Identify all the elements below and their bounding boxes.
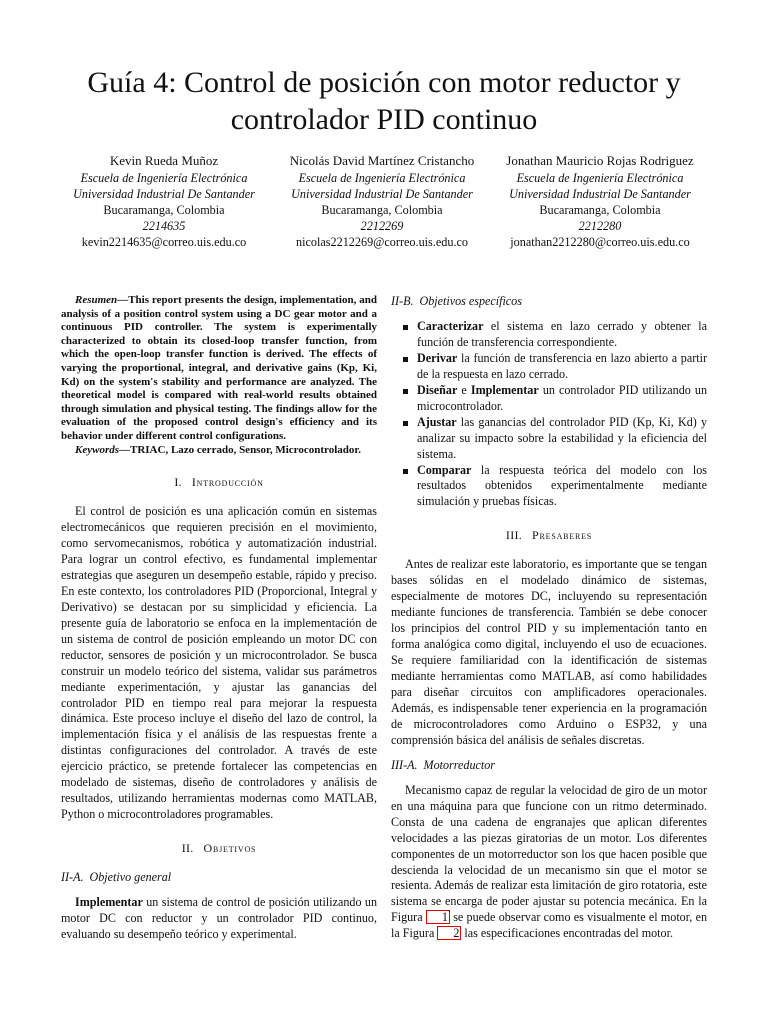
emphasis: Ajustar (417, 414, 457, 429)
subsection-number: III-A. (391, 757, 418, 772)
author-email: kevin2214635@correo.uis.edu.co (81, 235, 247, 249)
item-text: las ganancias del controlador PID (Kp, Ki, Kd) y analizar su impacto sobre la estabilidad y la eficiencia del sistema. (417, 414, 707, 461)
section-heading-objetivos (61, 841, 377, 857)
keywords (61, 444, 377, 458)
motorreductor-paragraph (391, 783, 707, 943)
figure-1-link[interactable]: 1 (426, 910, 450, 924)
intro-paragraph: El control de posición es una aplicación común en sistemas electromecánicos que requieren precisión en el movimiento, como servomecanismos, robótica y automatización industrial. Para lograr un control efectivo, es fundamental implementar estrategias que aseguren un desempeño estable, rápido y preciso. En este contexto, los controladores PID (Proporcional, Integral y Derivativo) se destacan por su simplicidad y eficiencia. La presente guía de laboratorio se enfoca en la implementación de un sistema de control de posición empleando un motor DC con reductor, sensores de posición y un microcontrolador. Se busca construir un modelo teórico del sistema, validar sus parámetros mediante experimentación, y ajustar las ganancias del controlador PID en tiempo real para mejorar la respuesta dinámica. Este proceso incluye el diseño del lazo de control, la implementación física y el análisis de las respuestas frente a distintas configuraciones del controlador. A través de este ejercicio práctico, se pretende fortalecer las competencias en modelado de sistemas, diseño de controladores y análisis de resultados, utilizando herramientas modernas como MATLAB, Python o microcontroladores programables. (61, 504, 377, 822)
section-number: I. (174, 475, 182, 490)
abstract (61, 294, 377, 444)
emphasis: Implementar (75, 895, 143, 910)
right-column (391, 294, 707, 942)
item-text: la respuesta teórica del modelo con los resultados obtenidos experimentalmente mediante simulación y pruebas físicas. (417, 462, 707, 509)
list-item (391, 319, 707, 351)
left-column (61, 294, 377, 943)
item-text: el sistema en lazo cerrado y obtener la función de transferencia correspondiente. (417, 318, 707, 349)
author-name: Jonathan Mauricio Rojas Rodriguez (506, 153, 694, 168)
author-email: nicolas2212269@correo.uis.edu.co (296, 235, 468, 249)
author-city: Bucaramanga, Colombia (321, 203, 443, 217)
presaberes-paragraph: Antes de realizar este laboratorio, es importante que se tengan bases sólidas en el modelado dinámico de sistemas, especialmente de motores DC, incluyendo su representación mediante funciones de transferencia. También se debe conocer los principios del control PID y su implementación tanto en forma analógica como digital, incluyendo el uso de ecuaciones. Se requiere familiaridad con la identificación de sistemas mediante herramientas como MATLAB, así como habilidades para diseñar circuitos con amplificadores operacionales. Además, es indispensable tener experiencia en la programación de microcontroladores como Arduino o ESP32, y una comprensión básica del análisis de señales discretas. (391, 557, 707, 747)
subsection-title: Objetivos específicos (419, 294, 522, 308)
section-heading-presaberes (391, 528, 707, 544)
list-item (391, 463, 707, 511)
subsection-number: II-B. (391, 294, 414, 308)
emphasis: Diseñar (417, 382, 458, 397)
author-school: Escuela de Ingeniería Electrónica (516, 171, 684, 185)
list-item (391, 383, 707, 415)
author-name: Kevin Rueda Muñoz (109, 153, 219, 168)
subsection-heading-especificos (391, 294, 707, 310)
author-school: Escuela de Ingeniería Electrónica (298, 171, 466, 185)
author-university: Universidad Industrial De Santander (291, 187, 473, 201)
section-title: Introducción (191, 475, 264, 490)
section-number: III. (505, 528, 523, 543)
list-item (391, 351, 707, 383)
figure-2-link[interactable]: 2 (437, 926, 461, 940)
subsection-title: Objetivo general (89, 870, 172, 885)
paragraph-text: se puede observar como es visualmente el motor, en la Figura (391, 910, 707, 941)
subsection-title: Motorreductor (423, 757, 495, 772)
author-university: Universidad Industrial De Santander (509, 187, 691, 201)
objetivo-general-paragraph (61, 895, 377, 943)
author-3 (492, 152, 708, 250)
author-id: 2214635 (142, 219, 186, 233)
section-number: II. (181, 841, 194, 856)
author-university: Universidad Industrial De Santander (73, 187, 255, 201)
emphasis: Comparar (417, 462, 472, 477)
subsection-heading-motorreductor (391, 758, 707, 774)
paper-title: Guía 4: Control de posición con motor reductor y controlador PID continuo (87, 66, 681, 136)
abstract-label: Resumen (75, 294, 118, 306)
author-email: jonathan2212280@correo.uis.edu.co (510, 235, 690, 249)
section-title: Objetivos (203, 841, 257, 856)
paragraph-text: un sistema de control de posición utilizando un motor DC con reductor y un controlador PID continuo, evaluando su desempeño teórico y experimental. (61, 895, 377, 941)
author-2 (274, 152, 490, 250)
keywords-text: —TRIAC, Lazo cerrado, Sensor, Microcontrolador. (119, 443, 361, 456)
author-city: Bucaramanga, Colombia (539, 203, 661, 217)
emphasis: Caracterizar (417, 318, 484, 333)
subsection-number: II-A. (61, 870, 84, 885)
keywords-label: Keywords (75, 443, 119, 456)
list-item (391, 415, 707, 463)
emphasis: Implementar (470, 382, 539, 397)
emphasis: Derivar (417, 350, 458, 365)
abstract-text: —This report presents the design, implementation, and analysis of a position control system using a DC gear motor and a continuous PID controller. The system is experimentally characterized to obtain its closed-loop transfer function, from which the open-loop transfer function is derived. The effects of varying the proportional, integral, and derivative gains (Kp, Ki, Kd) on the system's stability and performance are analyzed. The theoretical model is compared with real-world results obtained through simulation and physical testing. The findings allow for the evaluation of the proposed control design's efficiency and its behavior under different control configurations. (61, 294, 377, 442)
author-1 (60, 152, 268, 250)
section-title: Presaberes (532, 528, 593, 543)
author-school: Escuela de Ingeniería Electrónica (80, 171, 248, 185)
author-id: 2212269 (360, 219, 404, 233)
subsection-heading-general (61, 870, 377, 886)
paragraph-text: Mecanismo capaz de regular la velocidad de giro de un motor en una máquina para que funcione con un ritmo determinado. Consta de una cadena de engranajes que aplican diferentes velocidades a las piezas giratorias de un motor. Los diferentes componentes de un motorreductor son los que hacen posible que descienda la velocidad de un mecanismo sin que el motor se resienta. Además de realizar esta limitación de giro rotatoria, este sistema se encarga de poder ajustar su potencia mecánica. En la Figura (391, 782, 707, 925)
author-city: Bucaramanga, Colombia (103, 203, 225, 217)
objectives-list (391, 319, 707, 510)
section-heading-intro (61, 475, 377, 491)
item-text: e (457, 382, 471, 397)
item-text: la función de transferencia en lazo abierto a partir de la respuesta en lazo cerrado. (417, 350, 707, 381)
author-id: 2212280 (578, 219, 622, 233)
author-block (60, 152, 708, 262)
item-text: un controlador PID utilizando un microcontrolador. (417, 382, 707, 413)
paragraph-text: las especificaciones encontradas del motor. (461, 926, 673, 941)
author-name: Nicolás David Martínez Cristancho (289, 153, 475, 168)
